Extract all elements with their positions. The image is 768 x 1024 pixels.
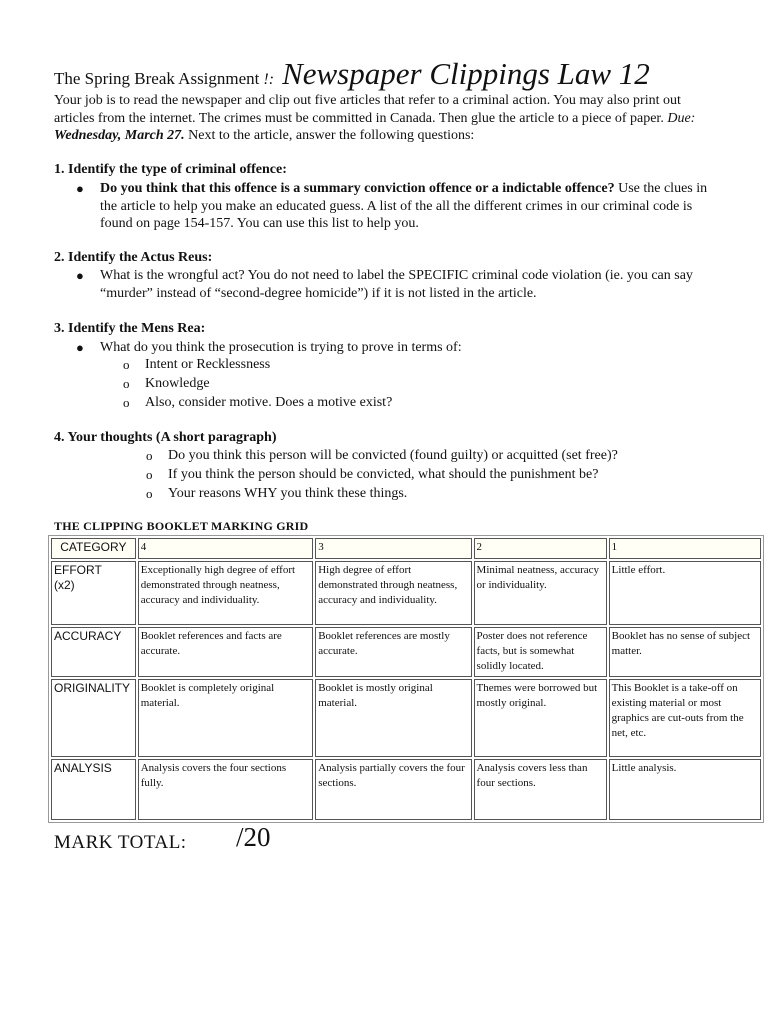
category-accuracy: ACCURACY (51, 627, 136, 677)
category-analysis: ANALYSIS (51, 759, 136, 820)
circle-bullet-icon: o (146, 467, 153, 482)
circle-bullet-icon: o (146, 448, 153, 463)
header-category: CATEGORY (51, 538, 136, 559)
circle-bullet-icon: o (123, 395, 130, 410)
intro-text-1: Your job is to read the newspaper and clip out five articles that refer to a criminal action. You may also print out articles from the internet. The crimes must be committed in Canada. Then glue the article to a piece of paper. (54, 93, 681, 126)
analysis-4: Analysis covers the four sections fully. (138, 759, 314, 820)
q1-bullet-rest: Use the clues in the article to help you make an educated guess. A list of the all the different crimes in our criminal code is found on page 154-157. You can use this list to help you. (100, 181, 708, 231)
q3-sub-2: Knowledge (145, 376, 210, 391)
q3-sub-3: Also, consider motive. Does a motive exist? (145, 395, 393, 410)
originality-2: Themes were borrowed but mostly original. (474, 679, 607, 757)
intro-paragraph (54, 92, 716, 145)
title-separator: !: (263, 71, 275, 88)
category-effort: EFFORT (x2) (51, 561, 136, 625)
q4-sub-2: If you think the person should be convicted, what should the punishment be? (168, 467, 599, 482)
q2-bullet: What is the wrongful act? You do not need to label the SPECIFIC criminal code violation (ie. you can say “murder” instead of “second-degree homicide”) if it is not listed in the article. (100, 268, 693, 301)
q4-sub-1: Do you think this person will be convicted (found guilty) or acquitted (set free)? (168, 448, 618, 463)
page-title (54, 56, 650, 92)
circle-bullet-icon: o (146, 486, 153, 501)
circle-bullet-icon: o (123, 357, 130, 372)
mark-total-label: MARK TOTAL: (54, 832, 187, 853)
table-row (51, 561, 761, 625)
q2-heading: 2. Identify the Actus Reus: (54, 250, 213, 265)
mark-total-value: /20 (236, 822, 271, 852)
accuracy-4: Booklet references and facts are accurate. (138, 627, 314, 677)
grid-header-row (51, 538, 761, 559)
marking-grid (48, 535, 764, 823)
accuracy-1: Booklet has no sense of subject matter. (609, 627, 761, 677)
title-big: Newspaper Clippings Law 12 (282, 56, 650, 91)
analysis-2: Analysis covers less than four sections. (474, 759, 607, 820)
q4-heading: 4. Your thoughts (A short paragraph) (54, 430, 277, 445)
table-row (51, 627, 761, 677)
q1-heading: 1. Identify the type of criminal offence: (54, 162, 287, 177)
originality-1: This Booklet is a take-off on existing material or most graphics are cut-outs from the net, etc. (609, 679, 761, 757)
q4-sub-3: Your reasons WHY you think these things. (168, 486, 408, 501)
originality-4: Booklet is completely original material. (138, 679, 314, 757)
due-date: Wednesday, March 27. (54, 128, 185, 143)
bullet-icon: ● (76, 181, 84, 196)
effort-3: High degree of effort demonstrated through neatness, accuracy and individuality. (315, 561, 471, 625)
analysis-3: Analysis partially covers the four sections. (315, 759, 471, 820)
q3-heading: 3. Identify the Mens Rea: (54, 321, 206, 336)
effort-4: Exceptionally high degree of effort demonstrated through neatness, accuracy and individuality. (138, 561, 314, 625)
originality-3: Booklet is mostly original material. (315, 679, 471, 757)
q3-sub-1: Intent or Recklessness (145, 357, 271, 372)
accuracy-2: Poster does not reference facts, but is somewhat solidly located. (474, 627, 607, 677)
header-score-2: 2 (474, 538, 607, 559)
due-label: Due: (667, 110, 696, 126)
q1-bullet (100, 180, 712, 233)
title-main: The Spring Break Assignment (54, 69, 260, 88)
circle-bullet-icon: o (123, 376, 130, 391)
bullet-icon: ● (76, 268, 84, 283)
q1-bullet-bold: Do you think that this offence is a summary conviction offence or a indictable offence? (100, 181, 615, 196)
analysis-1: Little analysis. (609, 759, 761, 820)
effort-2: Minimal neatness, accuracy or individuality. (474, 561, 607, 625)
table-row (51, 759, 761, 820)
intro-text-2: Next to the article, answer the following questions: (184, 128, 475, 143)
effort-1: Little effort. (609, 561, 761, 625)
header-score-4: 4 (138, 538, 314, 559)
table-row (51, 679, 761, 757)
grid-title: THE CLIPPING BOOKLET MARKING GRID (54, 519, 309, 533)
category-originality: ORIGINALITY (51, 679, 136, 757)
header-score-3: 3 (315, 538, 471, 559)
q3-bullet: What do you think the prosecution is trying to prove in terms of: (100, 340, 462, 355)
bullet-icon: ● (76, 340, 84, 355)
accuracy-3: Booklet references are mostly accurate. (315, 627, 471, 677)
header-score-1: 1 (609, 538, 761, 559)
